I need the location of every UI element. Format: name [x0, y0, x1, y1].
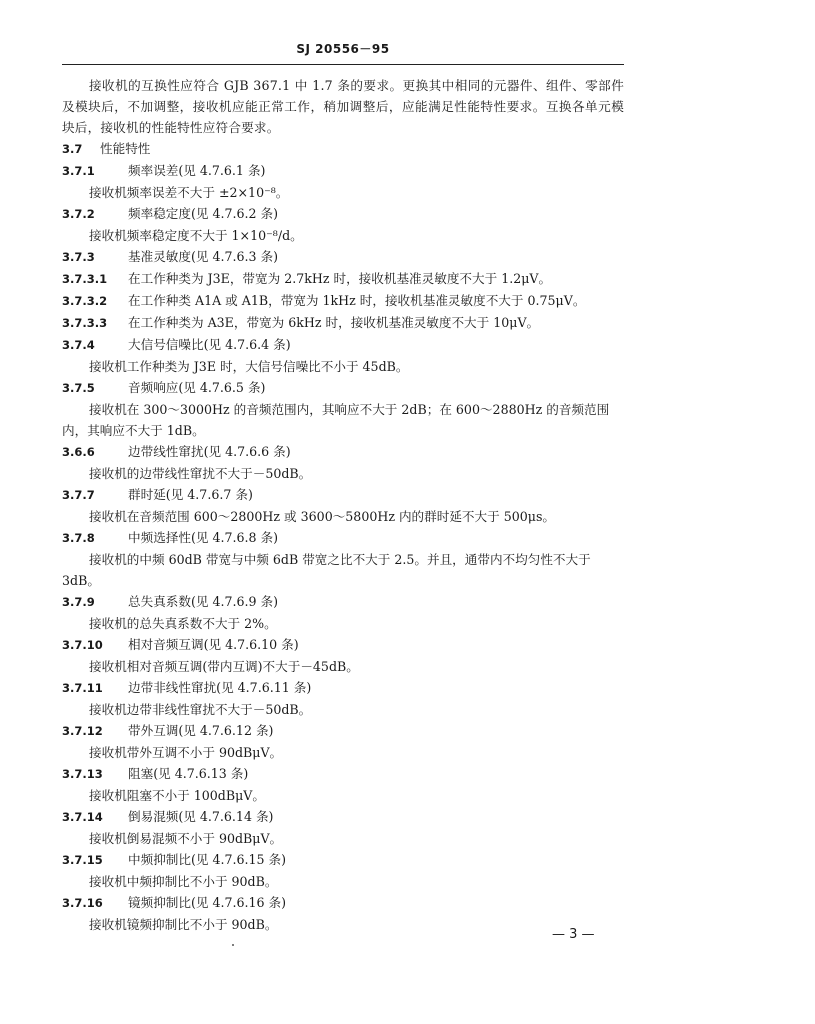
clause-number: 3.7.16 [62, 896, 103, 910]
clause-body: 接收机带外互调不小于 90dBμV。 [89, 745, 283, 760]
clause-number: 3.7.12 [62, 724, 103, 738]
clause-body: 接收机的边带线性窜扰不大于－50dB。 [89, 466, 312, 481]
clause-heading [62, 527, 624, 549]
clause-body: 接收机中频抑制比不小于 90dB。 [89, 874, 278, 889]
clause-body: 接收机在 300～3000Hz 的音频范围内，其响应不大于 2dB；在 600～2880Hz 的音频范围 [89, 402, 610, 417]
clause-heading [62, 246, 624, 268]
clause-heading [62, 677, 624, 699]
clause-title: 频率稳定度(见 4.7.6.2 条) [128, 206, 279, 221]
clause-title: 中频抑制比(见 4.7.6.15 条) [128, 852, 287, 867]
clause-title: 频率误差(见 4.7.6.1 条) [128, 163, 266, 178]
clause-title: 带外互调(见 4.7.6.12 条) [128, 723, 274, 738]
clause-number: 3.7.5 [62, 381, 95, 395]
clause-title: 镜频抑制比(见 4.7.6.16 条) [128, 895, 287, 910]
clause-body: 接收机的中频 60dB 带宽与中频 6dB 带宽之比不大于 2.5。并且，通带内不均匀性不大于 [89, 552, 591, 567]
clause-heading [62, 634, 624, 656]
clause-number: 3.7.7 [62, 488, 95, 502]
clause-heading [62, 806, 624, 828]
clause-heading [62, 377, 624, 399]
clause-number: 3.7.4 [62, 338, 95, 352]
clause-body-continuation: 内，其响应不大于 1dB。 [62, 423, 205, 438]
clause-heading [62, 160, 624, 182]
clause-heading [62, 849, 624, 871]
intro-paragraph: 接收机的互换性应符合 GJB 367.1 中 1.7 条的要求。更换其中相同的元器件、组件、零部件及模块后，不加调整，接收机应能正常工作，稍加调整后，应能满足性能特性要求。互换各单元模块后，接收机的性能特性应符合要求。 [62, 78, 624, 135]
clause-body: 接收机在音频范围 600～2800Hz 或 3600～5800Hz 内的群时延不大于 500μs。 [89, 509, 555, 524]
clause-title: 相对音频互调(见 4.7.6.10 条) [128, 637, 299, 652]
page-number: — 3 — [552, 927, 595, 942]
clause-heading [62, 484, 624, 506]
clause-body: 接收机频率稳定度不大于 1×10⁻⁸/d。 [89, 228, 303, 243]
clause-body-continuation: 3dB。 [62, 573, 100, 588]
clause-title: 边带线性窜扰(见 4.7.6.6 条) [128, 444, 291, 459]
clause-heading [62, 591, 624, 613]
clause-body: 接收机阻塞不小于 100dBμV。 [89, 788, 265, 803]
section-number: 3.7 [62, 142, 83, 156]
clause-title: 基准灵敏度(见 4.7.6.3 条) [128, 249, 279, 264]
clause-body: 接收机工作种类为 J3E 时，大信号信噪比不小于 45dB。 [89, 359, 409, 374]
section-heading [62, 138, 624, 160]
clause-title: 倒易混频(见 4.7.6.14 条) [128, 809, 274, 824]
clause-number: 3.6.6 [62, 445, 95, 459]
clause-title: 边带非线性窜扰(见 4.7.6.11 条) [128, 680, 312, 695]
clause-number: 3.7.8 [62, 531, 95, 545]
clause-title: 在工作种类 A1A 或 A1B，带宽为 1kHz 时，接收机基准灵敏度不大于 0.75μV。 [128, 293, 586, 308]
clause-number: 3.7.11 [62, 681, 103, 695]
clause-heading [62, 720, 624, 742]
clause-title: 总失真系数(见 4.7.6.9 条) [128, 594, 279, 609]
clause-heading [62, 892, 624, 914]
clause-heading [62, 312, 624, 334]
clause-number: 3.7.3.2 [62, 294, 108, 308]
clause-number: 3.7.3.1 [62, 272, 108, 286]
clause-list [62, 160, 624, 935]
clause-title: 大信号信噪比(见 4.7.6.4 条) [128, 337, 291, 352]
clause-number: 3.7.14 [62, 810, 103, 824]
clause-body: 接收机的总失真系数不大于 2%。 [89, 616, 277, 631]
clause-body: 接收机相对音频互调(带内互调)不大于－45dB。 [89, 659, 359, 674]
header-rule [62, 64, 624, 65]
clause-title: 群时延(见 4.7.6.7 条) [128, 487, 253, 502]
document-code-header: SJ 20556－95 [296, 42, 390, 56]
clause-title: 阻塞(见 4.7.6.13 条) [128, 766, 249, 781]
clause-number: 3.7.3.3 [62, 316, 108, 330]
clause-heading [62, 334, 624, 356]
clause-body: 接收机倒易混频不小于 90dBμV。 [89, 831, 283, 846]
clause-number: 3.7.9 [62, 595, 95, 609]
clause-heading [62, 203, 624, 225]
clause-body: 接收机边带非线性窜扰不大于－50dB。 [89, 702, 312, 717]
clause-heading [62, 290, 624, 312]
clause-title: 在工作种类为 A3E，带宽为 6kHz 时，接收机基准灵敏度不大于 10μV。 [128, 315, 540, 330]
page-content [62, 75, 624, 935]
clause-heading [62, 441, 624, 463]
clause-number: 3.7.15 [62, 853, 103, 867]
scan-speck [232, 944, 234, 946]
section-title: 性能特性 [100, 141, 151, 156]
clause-number: 3.7.13 [62, 767, 103, 781]
clause-body: 接收机频率误差不大于 ±2×10⁻⁸。 [89, 185, 289, 200]
clause-title: 中频选择性(见 4.7.6.8 条) [128, 530, 279, 545]
clause-number: 3.7.1 [62, 164, 95, 178]
clause-heading [62, 268, 624, 290]
clause-heading [62, 763, 624, 785]
clause-title: 在工作种类为 J3E，带宽为 2.7kHz 时，接收机基准灵敏度不大于 1.2μV。 [128, 271, 552, 286]
clause-title: 音频响应(见 4.7.6.5 条) [128, 380, 266, 395]
clause-number: 3.7.3 [62, 250, 95, 264]
clause-number: 3.7.2 [62, 207, 95, 221]
clause-number: 3.7.10 [62, 638, 103, 652]
clause-body: 接收机镜频抑制比不小于 90dB。 [89, 917, 278, 932]
